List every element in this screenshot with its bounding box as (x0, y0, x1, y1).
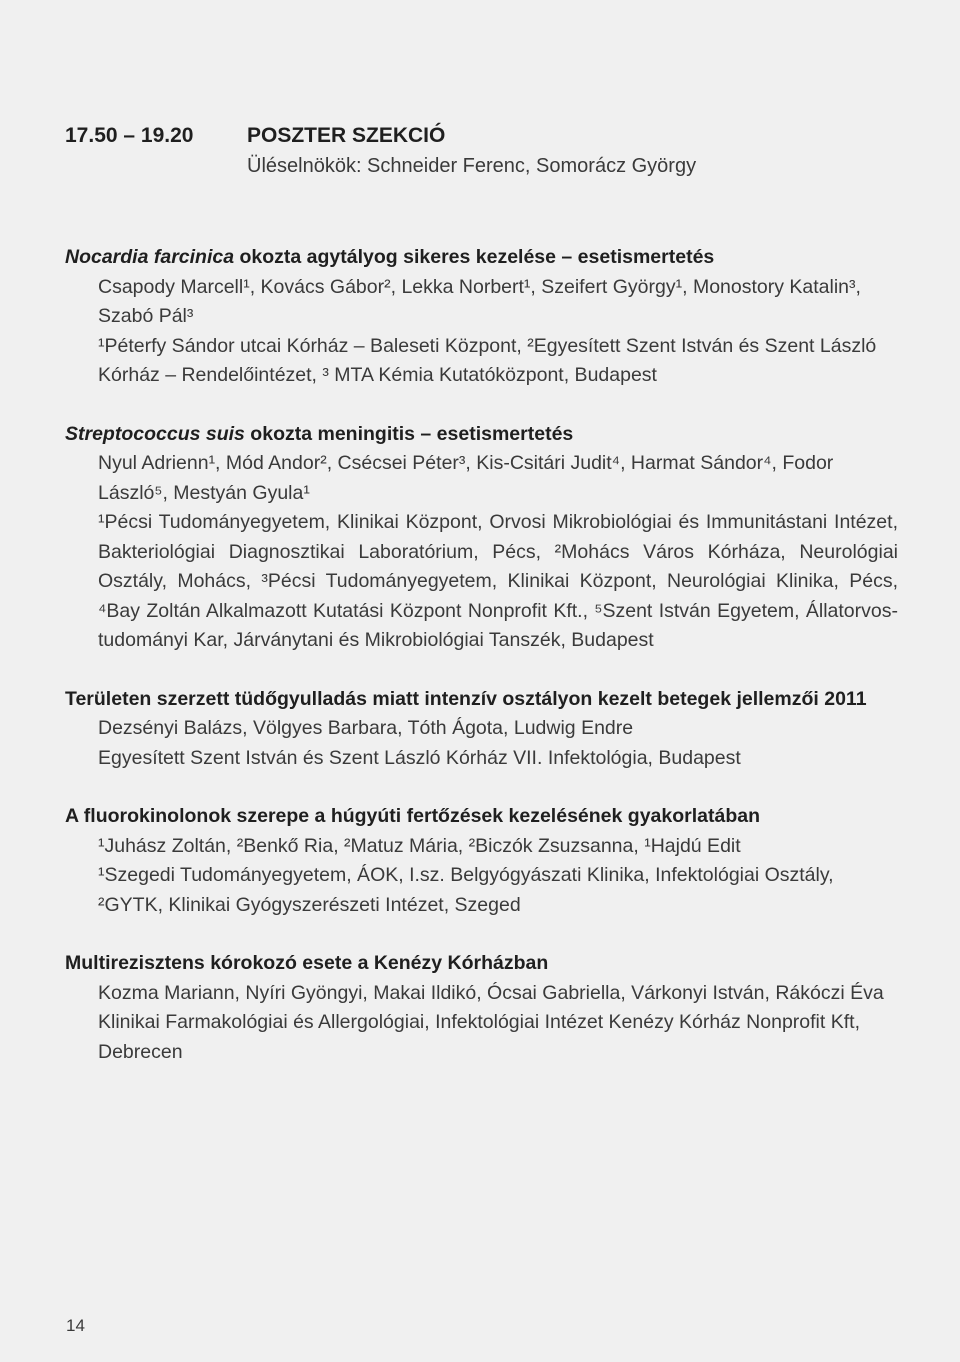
abstract-title: Területen szerzett tüdőgyulladás miatt intenzív osztályon kezelt betegek jellemzői 2011 (65, 687, 867, 710)
page-number: 14 (66, 1316, 85, 1335)
abstract-item (65, 802, 898, 920)
abstract-title (65, 420, 898, 450)
abstract-item (65, 949, 898, 1067)
abstract-affiliations: ¹Pécsi Tudományegyetem, Klinikai Központ, Orvosi Mikrobiológiai és Immunitástani Intézet, Bakteriológiai Diagnosztikai Laboratórium, Pécs, ²Mohács Város Kórháza, Neurológiai Osztály, Mohács, ³Pécsi Tudományegyetem, Klinikai Központ, Neurológiai Klinika, Pécs, ⁴Bay Zoltán Alkalmazott Kutatási Központ Nonprofit Kft., ⁵Szent István Egyetem, Állatorvos-tudományi Kar, Járványtani és Mikrobiológiai Tanszék, Budapest (98, 511, 898, 651)
abstract-item (65, 685, 898, 774)
abstract-affiliations: Klinikai Farmakológiai és Allergológiai, Infektológiai Intézet Kenézy Kórház Nonprofit Kft, Debrecen (98, 1011, 860, 1063)
session-title: POSZTER SZEKCIÓ (247, 124, 446, 147)
abstract-authors: Kozma Mariann, Nyíri Gyöngyi, Makai Ildikó, Ócsai Gabriella, Várkonyi István, Rákóczi Éva (98, 981, 884, 1004)
abstract-authors: Dezsényi Balázs, Völgyes Barbara, Tóth Ágota, Ludwig Endre (98, 717, 634, 739)
abstract-title: Multirezisztens kórokozó esete a Kenézy Kórházban (65, 952, 549, 974)
abstract-title-rest: okozta meningitis – esetismertetés (244, 422, 574, 445)
abstract-title: A fluorokinolonok szerepe a húgyúti fertőzések kezelésének gyakorlatában (65, 805, 760, 827)
session-chairs: Üléselnökök: Schneider Ferenc, Somorácz György (247, 155, 697, 177)
abstract-authors: Nyul Adrienn¹, Mód Andor², Csécsei Péter³, Kis-Csitári Judit⁴, Harmat Sándor⁴, Fodor László⁵, Mestyán Gyula¹ (98, 452, 834, 504)
abstract-item (65, 243, 898, 391)
abstract-item (65, 420, 898, 656)
abstract-title-rest: okozta agytályog sikeres kezelése – esetismertetés (234, 246, 715, 268)
abstract-authors: Csapody Marcell¹, Kovács Gábor², Lekka Norbert¹, Szeifert György¹, Monostory Katalin³, Szabó Pál³ (98, 275, 861, 327)
abstract-list (65, 243, 898, 1096)
abstract-title (65, 243, 898, 273)
abstract-authors: ¹Juhász Zoltán, ²Benkő Ria, ²Matuz Mária, ²Biczók Zsuzsanna, ¹Hajdú Edit (98, 834, 741, 857)
abstract-affiliations: Egyesített Szent István és Szent László Kórház VII. Infektológia, Budapest (98, 746, 741, 769)
abstract-title-italic: Nocardia farcinica (65, 246, 235, 268)
session-time: 17.50 – 19.20 (65, 124, 194, 147)
abstract-title-italic: Streptococcus suis (65, 422, 245, 445)
abstract-affiliations: ¹Péterfy Sándor utcai Kórház – Baleseti Központ, ²Egyesített Szent István és Szent László Kórház – Rendelőintézet, ³ MTA Kémia Kutatóközpont, Budapest (98, 334, 877, 386)
abstract-affiliations: ¹Szegedi Tudományegyetem, ÁOK, I.sz. Belgyógyászati Klinika, Infektológiai Osztály, ²GYTK, Klinikai Gyógyszerészeti Intézet, Szeged (98, 864, 834, 916)
